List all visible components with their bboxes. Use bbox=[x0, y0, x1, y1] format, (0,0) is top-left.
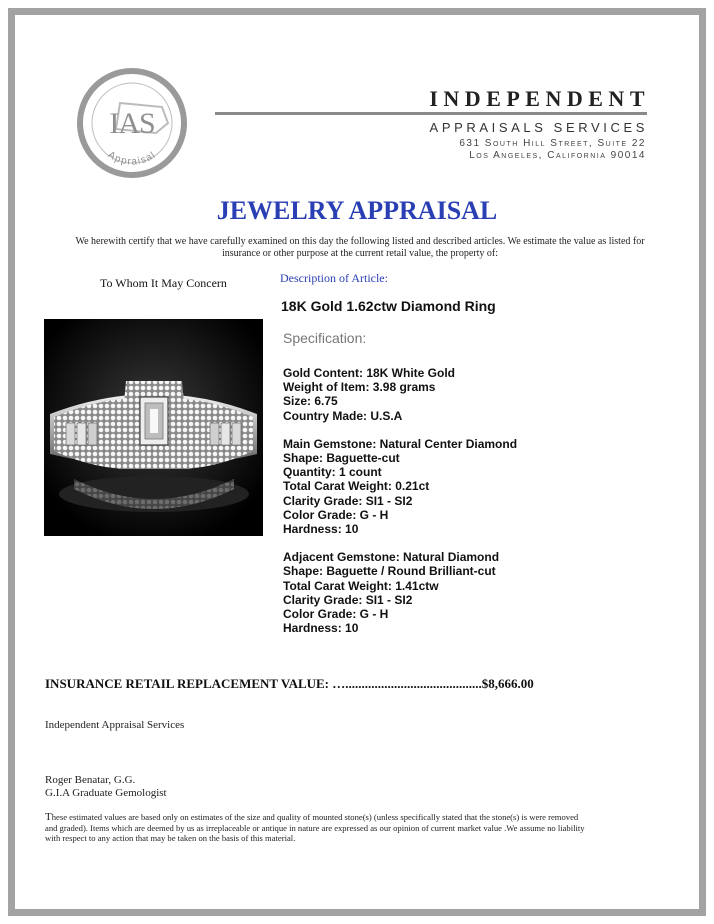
address-line-2: Los Angeles, California 90014 bbox=[469, 150, 646, 161]
signatory-title: G.I.A Graduate Gemologist bbox=[45, 787, 167, 799]
insurance-value: INSURANCE RETAIL REPLACEMENT VALUE: …..........................................$8,666.00 bbox=[45, 676, 534, 691]
spec-line: Quantity: 1 count bbox=[283, 465, 382, 480]
spec-line: Main Gemstone: Natural Center Diamond bbox=[283, 436, 518, 451]
specification-list bbox=[283, 366, 663, 649]
spec-line: Hardness: 10 bbox=[283, 522, 359, 537]
disclaimer-text: hese estimated values are based only on estimates of the size and quality of mounted stone(s) (unless specifically stated that the stone(s) is were removed and graded). Items which are deemed by us as irreplaceable or antique in nature are expressed as our opinion of current market value .We assume no liability with respect to any action that may be taken on the basis of this material. bbox=[45, 812, 585, 844]
disclaimer bbox=[45, 812, 585, 844]
signatory-name: Roger Benatar, G.G. bbox=[45, 774, 136, 786]
spec-line: Total Carat Weight: 1.41ctw bbox=[283, 578, 439, 593]
spec-line: Gold Content: 18K White Gold bbox=[283, 366, 455, 380]
appraiser-company: Independent Appraisal Services bbox=[45, 719, 185, 731]
item-title: 18K Gold 1.62ctw Diamond Ring bbox=[281, 298, 496, 314]
spec-line: Color Grade: G - H bbox=[283, 607, 389, 622]
spec-line: Clarity Grade: SI1 - SI2 bbox=[283, 493, 413, 508]
ring-photo bbox=[44, 319, 263, 536]
address-line-1: 631 South Hill Street, Suite 22 bbox=[459, 138, 646, 149]
logo-monogram: IAS bbox=[109, 107, 155, 140]
document-title: JEWELRY APPRAISAL bbox=[216, 196, 498, 225]
description-label: Description of Article: bbox=[280, 271, 388, 285]
spec-line: Adjacent Gemstone: Natural Diamond bbox=[283, 550, 500, 565]
spec-line: Total Carat Weight: 0.21ct bbox=[283, 479, 430, 494]
header-divider bbox=[215, 112, 647, 115]
spec-line: Shape: Baguette-cut bbox=[283, 451, 400, 466]
company-name: INDEPENDENT bbox=[429, 86, 650, 111]
spec-line: Hardness: 10 bbox=[283, 621, 359, 636]
spec-line: Clarity Grade: SI1 - SI2 bbox=[283, 592, 413, 607]
spec-line: Weight of Item: 3.98 grams bbox=[283, 380, 436, 395]
adjacent-gemstone-group bbox=[283, 550, 663, 635]
spec-line: Country Made: U.S.A bbox=[283, 408, 403, 423]
logo-ring-text: Appraisal bbox=[105, 149, 159, 168]
gold-spec-group bbox=[283, 366, 663, 423]
company-subtitle: APPRAISALS SERVICES bbox=[429, 120, 648, 135]
recipient: To Whom It May Concern bbox=[100, 276, 227, 290]
spec-line: Shape: Baguette / Round Brilliant-cut bbox=[283, 564, 496, 579]
spec-line: Size: 6.75 bbox=[283, 394, 338, 409]
specification-label: Specification: bbox=[283, 330, 367, 346]
spec-line: Color Grade: G - H bbox=[283, 507, 389, 522]
certification-text: We herewith certify that we have carefully examined on this day the following listed and described articles. We estimate the value as listed for insurance or other purpose at the current retail value, the property of: bbox=[75, 236, 645, 259]
main-gemstone-group bbox=[283, 437, 663, 536]
ias-logo bbox=[76, 67, 188, 179]
disclaimer-initial: T bbox=[45, 811, 52, 823]
